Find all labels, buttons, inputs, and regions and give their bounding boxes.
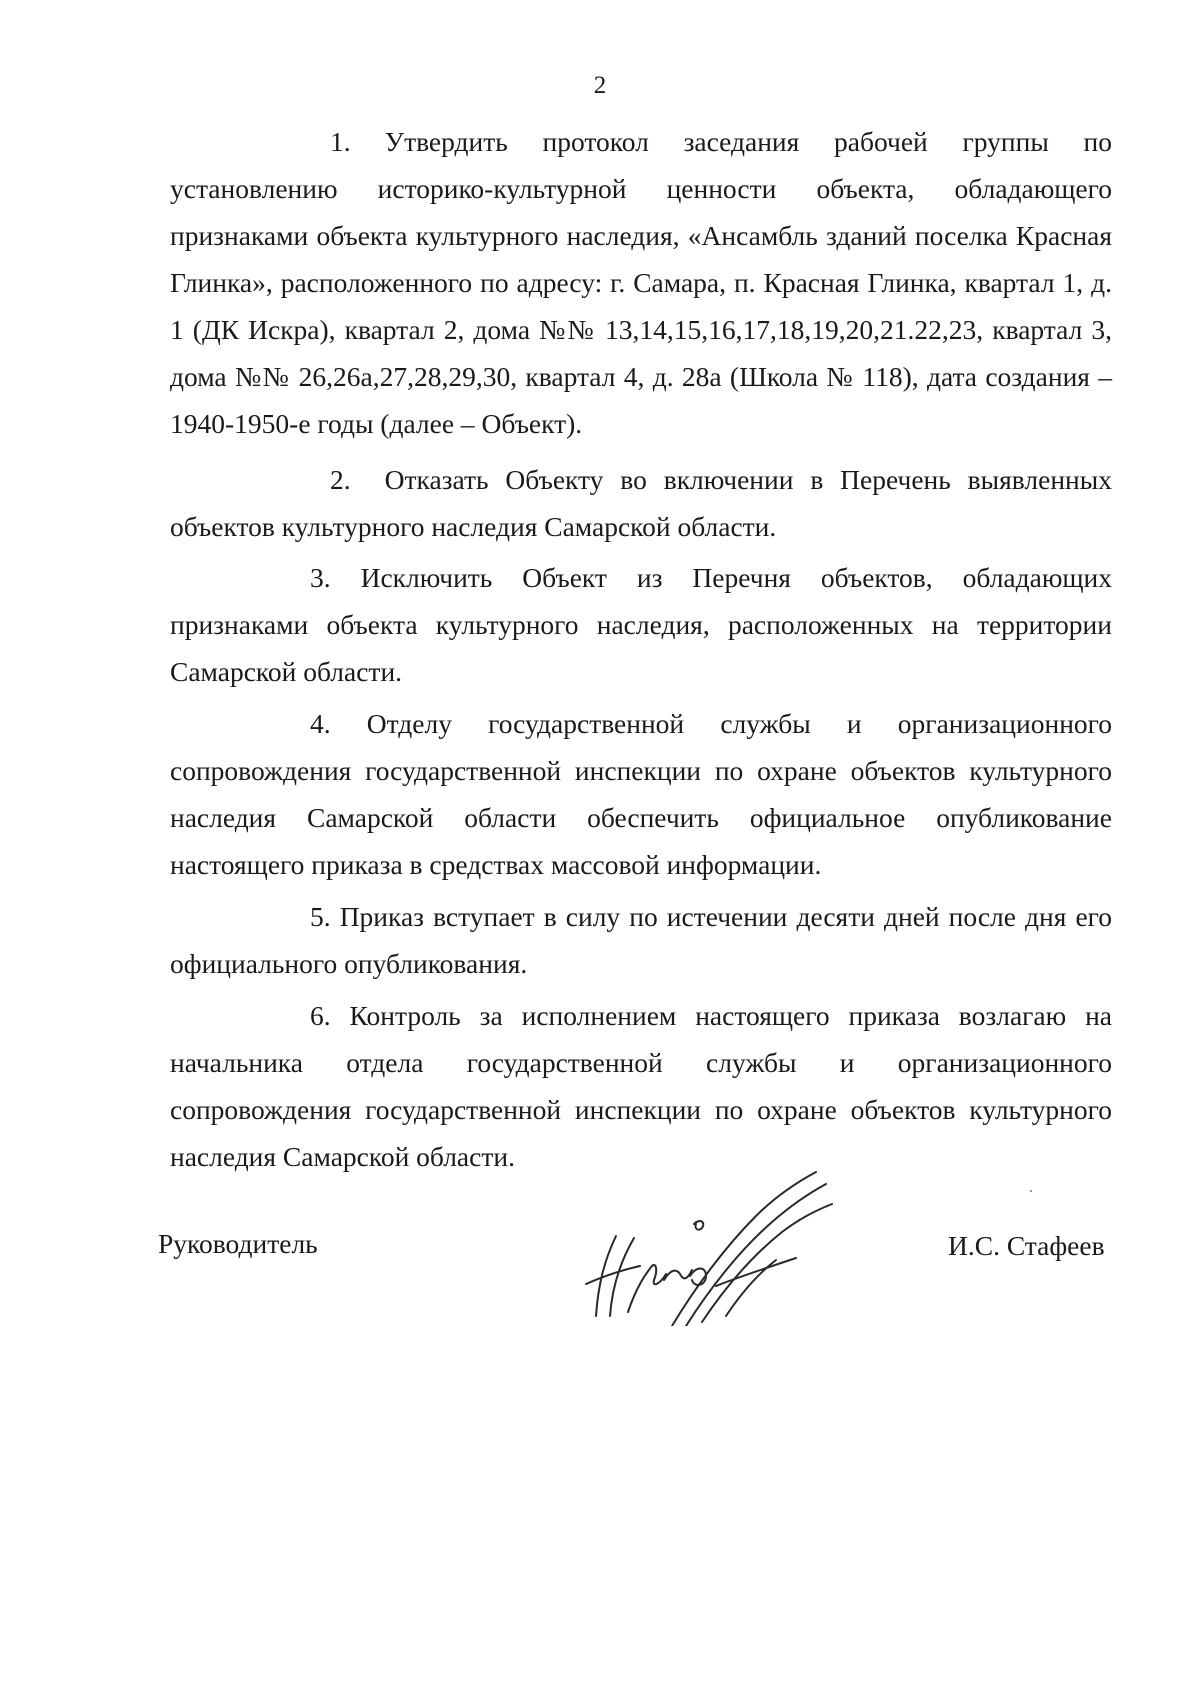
page-number: 2 [593,72,607,99]
paragraph-text: Контроль за исполнением настоящего приказа возлагаю на начальника отдела государственной службы и организационного сопровождения государственной инспекции по охране объектов культурного наследия Самарской области. [170,1000,1112,1172]
handwritten-signature [576,1166,836,1326]
paragraph-number: 3. [310,562,331,593]
paragraph-6 [170,992,1112,1180]
paragraph-text: Отделу государственной службы и организационного сопровождения государственной инспекции по охране объектов культурного наследия Самарской области обеспечить официальное опубликование настоящего приказа в средствах массовой информации. [170,708,1112,880]
paragraph-number: 5. [310,901,331,932]
paragraph-text: Утвердить протокол заседания рабочей группы по установлению историко-культурной ценности объекта, обладающего признаками объекта культурного наследия, «Ансамбль зданий поселка Красная Глинка», расположенного по адресу: г. Самара, п. Красная Глинка, квартал 1, д. 1 (ДК Искра), квартал 2, дома №№ 13,14,15,16,17,18,19,20,21.22,23, квартал 3, дома №№ 26,26а,27,28,29,30, квартал 4, д. 28а (Школа № 118), дата создания – 1940-1950-е годы (далее – Объект). [170,126,1112,439]
scan-speck [1030,1190,1032,1192]
paragraph-2 [170,456,1112,550]
signatory-position: Руководитель [158,1228,318,1259]
paragraph-3 [170,554,1112,695]
paragraph-text: Исключить Объект из Перечня объектов, обладающих признаками объекта культурного наследия, расположенных на территории Самарской области. [170,562,1113,687]
signature-block [0,1218,1200,1328]
paragraph-5 [170,893,1112,987]
paragraph-text: Отказать Объекту во включении в Перечень выявленных объектов культурного наследия Самарской области. [170,464,1112,542]
paragraph-number: 1. [330,126,351,157]
signatory-name: И.С. Стафеев [948,1230,1105,1261]
document-body [170,118,1112,1180]
paragraph-text: Приказ вступает в силу по истечении десяти дней после дня его официального опубликования. [170,901,1112,979]
paragraph-1 [170,118,1112,447]
paragraph-number: 6. [310,1000,331,1031]
paragraph-number: 2. [330,464,351,495]
paragraph-4 [170,700,1112,888]
paragraph-number: 4. [310,708,331,739]
